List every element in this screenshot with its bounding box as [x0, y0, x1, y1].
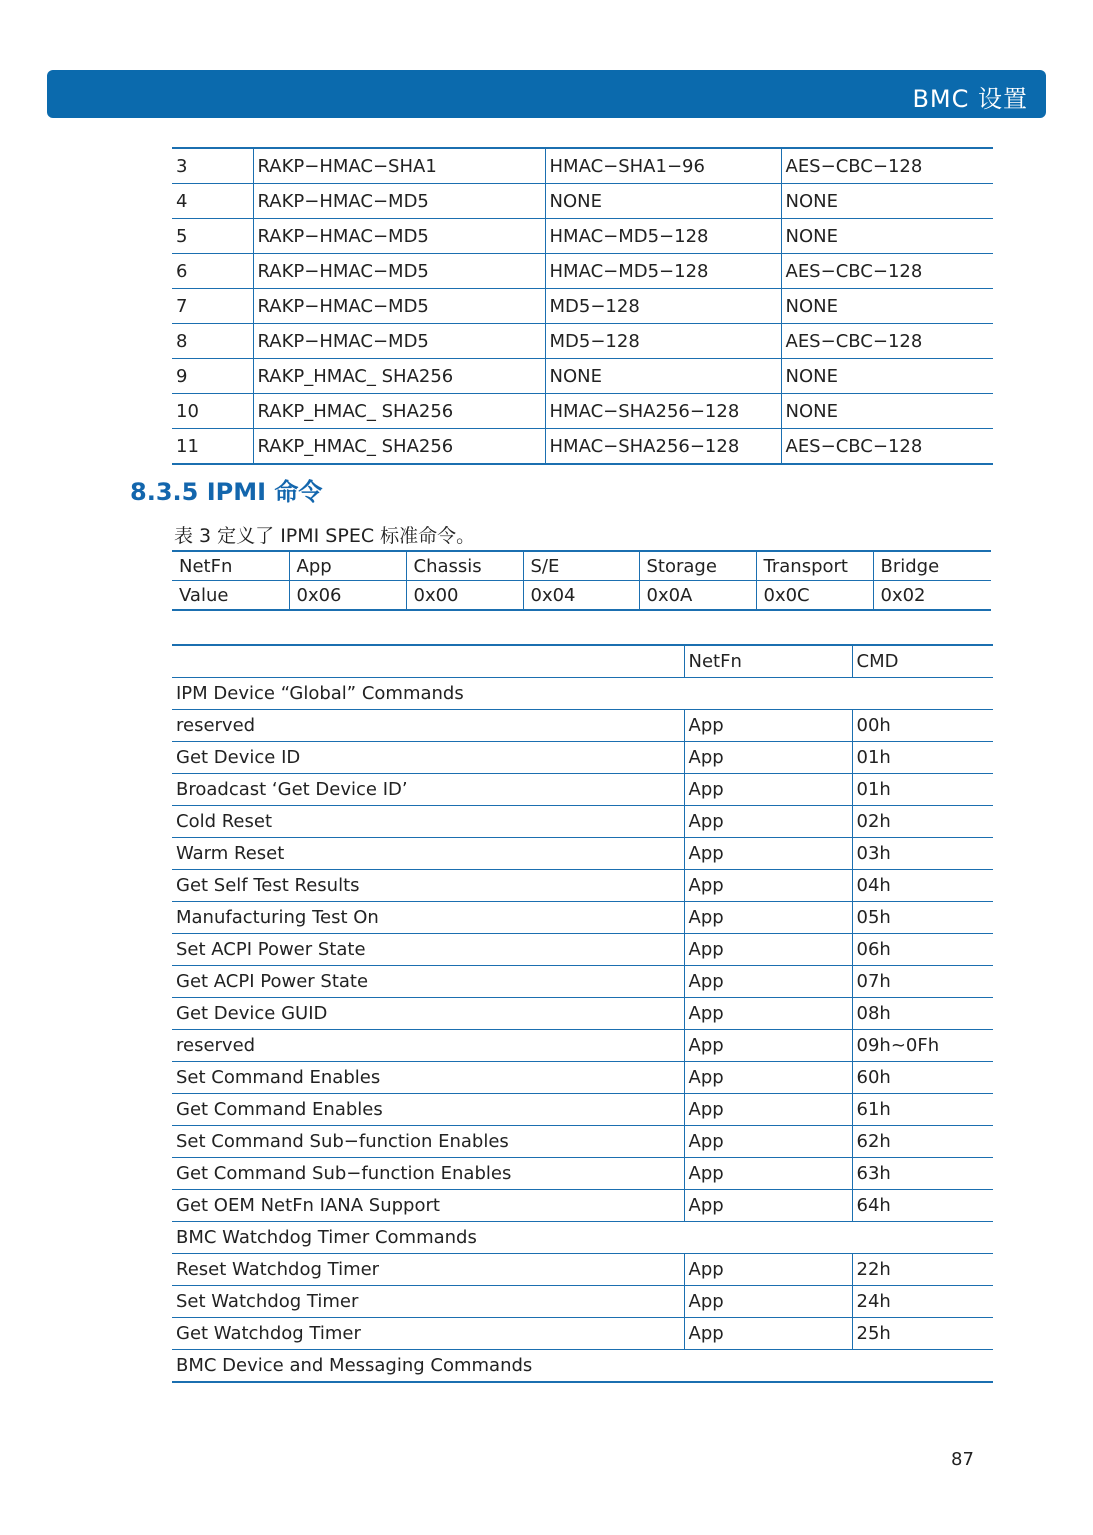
netfn-header-cell: Transport — [756, 551, 873, 581]
command-netfn-cell: App — [684, 1062, 852, 1094]
cipher-cell: 7 — [172, 289, 253, 324]
command-name-cell: reserved — [172, 1030, 684, 1062]
cipher-row — [172, 254, 993, 289]
netfn-header-row — [172, 551, 991, 581]
netfn-value-cell: Value — [172, 581, 289, 611]
cipher-row — [172, 219, 993, 254]
netfn-value-cell: 0x02 — [873, 581, 991, 611]
cipher-cell: RAKP−HMAC−MD5 — [253, 219, 545, 254]
netfn-table — [172, 550, 991, 611]
command-cmd-cell: 01h — [852, 742, 993, 774]
command-netfn-cell: App — [684, 934, 852, 966]
cipher-cell: RAKP−HMAC−MD5 — [253, 254, 545, 289]
page-number: 87 — [951, 1449, 974, 1470]
command-netfn-cell: App — [684, 1286, 852, 1318]
command-row — [172, 966, 993, 998]
command-netfn-cell: App — [684, 838, 852, 870]
command-row — [172, 1126, 993, 1158]
command-netfn-cell: App — [684, 966, 852, 998]
command-netfn-cell: App — [684, 1254, 852, 1286]
cipher-cell: RAKP−HMAC−SHA1 — [253, 148, 545, 184]
command-cmd-cell: 61h — [852, 1094, 993, 1126]
netfn-value-row — [172, 581, 991, 611]
cipher-cell: HMAC−SHA1−96 — [545, 148, 781, 184]
command-group-label: IPM Device “Global” Commands — [172, 678, 993, 710]
command-cmd-cell: 03h — [852, 838, 993, 870]
command-netfn-cell: App — [684, 774, 852, 806]
cipher-cell: AES−CBC−128 — [781, 429, 993, 465]
command-name-cell: Get Device ID — [172, 742, 684, 774]
cipher-cell: 9 — [172, 359, 253, 394]
cipher-cell: RAKP_HMAC_ SHA256 — [253, 394, 545, 429]
cipher-cell: NONE — [781, 394, 993, 429]
command-netfn-cell: App — [684, 1318, 852, 1350]
netfn-header-cell: Bridge — [873, 551, 991, 581]
command-row — [172, 1286, 993, 1318]
command-row — [172, 742, 993, 774]
command-row — [172, 838, 993, 870]
command-name-cell: Set ACPI Power State — [172, 934, 684, 966]
header-bar — [47, 70, 1046, 118]
cipher-cell: RAKP−HMAC−MD5 — [253, 289, 545, 324]
cipher-cell: AES−CBC−128 — [781, 324, 993, 359]
section-heading: 8.3.5 IPMI 命令 — [130, 478, 323, 506]
cipher-cell: RAKP−HMAC−MD5 — [253, 324, 545, 359]
command-row — [172, 1030, 993, 1062]
command-group-row — [172, 678, 993, 710]
cipher-row — [172, 148, 993, 184]
cipher-cell: 8 — [172, 324, 253, 359]
command-row — [172, 1094, 993, 1126]
netfn-value-cell: 0x0A — [639, 581, 756, 611]
command-row — [172, 1318, 993, 1350]
cipher-cell: MD5−128 — [545, 324, 781, 359]
command-cmd-cell: 01h — [852, 774, 993, 806]
command-row — [172, 998, 993, 1030]
command-cmd-cell: 64h — [852, 1190, 993, 1222]
command-row — [172, 1254, 993, 1286]
cipher-row — [172, 289, 993, 324]
command-cmd-cell: 07h — [852, 966, 993, 998]
command-name-cell: reserved — [172, 710, 684, 742]
command-row — [172, 806, 993, 838]
command-name-cell: Set Watchdog Timer — [172, 1286, 684, 1318]
command-cmd-cell: 08h — [852, 998, 993, 1030]
header-title: BMC 设置 — [912, 85, 1028, 113]
cipher-cell: 6 — [172, 254, 253, 289]
command-cmd-cell: 63h — [852, 1158, 993, 1190]
command-cmd-cell: 00h — [852, 710, 993, 742]
command-row — [172, 1190, 993, 1222]
command-name-cell: Get Command Sub−function Enables — [172, 1158, 684, 1190]
command-name-cell: Get Device GUID — [172, 998, 684, 1030]
cipher-cell: RAKP_HMAC_ SHA256 — [253, 359, 545, 394]
cipher-cell: 11 — [172, 429, 253, 465]
cipher-cell: NONE — [545, 359, 781, 394]
command-netfn-cell: App — [684, 806, 852, 838]
command-header-cell: NetFn — [684, 645, 852, 678]
command-netfn-cell: App — [684, 742, 852, 774]
command-name-cell: Reset Watchdog Timer — [172, 1254, 684, 1286]
command-group-row — [172, 1222, 993, 1254]
command-name-cell: Broadcast ‘Get Device ID’ — [172, 774, 684, 806]
cipher-cell: NONE — [781, 359, 993, 394]
cipher-cell: AES−CBC−128 — [781, 148, 993, 184]
netfn-value-cell: 0x0C — [756, 581, 873, 611]
cipher-cell: NONE — [781, 289, 993, 324]
command-cmd-cell: 60h — [852, 1062, 993, 1094]
command-netfn-cell: App — [684, 1094, 852, 1126]
cipher-cell: RAKP_HMAC_ SHA256 — [253, 429, 545, 465]
cipher-row — [172, 324, 993, 359]
cipher-cell: NONE — [781, 184, 993, 219]
cipher-cell: HMAC−MD5−128 — [545, 254, 781, 289]
command-group-label: BMC Device and Messaging Commands — [172, 1350, 993, 1383]
command-cmd-cell: 05h — [852, 902, 993, 934]
cipher-row — [172, 429, 993, 465]
cipher-row — [172, 359, 993, 394]
cipher-cell: 5 — [172, 219, 253, 254]
cipher-cell: NONE — [781, 219, 993, 254]
intro-text: 表 3 定义了 IPMI SPEC 标准命令。 — [174, 525, 476, 547]
cipher-cell: 3 — [172, 148, 253, 184]
command-cmd-cell: 62h — [852, 1126, 993, 1158]
netfn-value-cell: 0x00 — [406, 581, 523, 611]
command-name-cell: Warm Reset — [172, 838, 684, 870]
cipher-row — [172, 184, 993, 219]
command-cmd-cell: 09h~0Fh — [852, 1030, 993, 1062]
command-row — [172, 1158, 993, 1190]
command-name-cell: Set Command Enables — [172, 1062, 684, 1094]
command-group-label: BMC Watchdog Timer Commands — [172, 1222, 993, 1254]
command-header-row — [172, 645, 993, 678]
cipher-cell: HMAC−SHA256−128 — [545, 394, 781, 429]
netfn-header-cell: App — [289, 551, 406, 581]
cipher-cell: 10 — [172, 394, 253, 429]
cipher-cell: HMAC−SHA256−128 — [545, 429, 781, 465]
command-cmd-cell: 25h — [852, 1318, 993, 1350]
command-cmd-cell: 04h — [852, 870, 993, 902]
cipher-cell: 4 — [172, 184, 253, 219]
command-cmd-cell: 02h — [852, 806, 993, 838]
command-netfn-cell: App — [684, 1030, 852, 1062]
command-name-cell: Get OEM NetFn IANA Support — [172, 1190, 684, 1222]
command-name-cell: Get Watchdog Timer — [172, 1318, 684, 1350]
command-name-cell: Get Command Enables — [172, 1094, 684, 1126]
command-netfn-cell: App — [684, 1158, 852, 1190]
netfn-header-cell: S/E — [523, 551, 639, 581]
command-cmd-cell: 06h — [852, 934, 993, 966]
netfn-header-cell: Chassis — [406, 551, 523, 581]
cipher-cell: HMAC−MD5−128 — [545, 219, 781, 254]
cipher-row — [172, 394, 993, 429]
command-group-row — [172, 1350, 993, 1383]
command-row — [172, 902, 993, 934]
cipher-cell: RAKP−HMAC−MD5 — [253, 184, 545, 219]
command-row — [172, 710, 993, 742]
cipher-suite-table — [172, 147, 993, 465]
command-row — [172, 870, 993, 902]
command-cmd-cell: 22h — [852, 1254, 993, 1286]
command-netfn-cell: App — [684, 998, 852, 1030]
netfn-header-cell: NetFn — [172, 551, 289, 581]
command-netfn-cell: App — [684, 870, 852, 902]
command-table — [172, 644, 993, 1383]
netfn-header-cell: Storage — [639, 551, 756, 581]
command-netfn-cell: App — [684, 902, 852, 934]
command-name-cell: Get ACPI Power State — [172, 966, 684, 998]
netfn-value-cell: 0x04 — [523, 581, 639, 611]
cipher-cell: MD5−128 — [545, 289, 781, 324]
command-row — [172, 934, 993, 966]
command-row — [172, 1062, 993, 1094]
command-header-cell: CMD — [852, 645, 993, 678]
command-row — [172, 774, 993, 806]
command-netfn-cell: App — [684, 710, 852, 742]
command-header-cell — [172, 645, 684, 678]
command-name-cell: Set Command Sub−function Enables — [172, 1126, 684, 1158]
netfn-value-cell: 0x06 — [289, 581, 406, 611]
cipher-cell: AES−CBC−128 — [781, 254, 993, 289]
command-name-cell: Manufacturing Test On — [172, 902, 684, 934]
command-netfn-cell: App — [684, 1126, 852, 1158]
cipher-cell: NONE — [545, 184, 781, 219]
command-netfn-cell: App — [684, 1190, 852, 1222]
command-name-cell: Cold Reset — [172, 806, 684, 838]
command-cmd-cell: 24h — [852, 1286, 993, 1318]
command-name-cell: Get Self Test Results — [172, 870, 684, 902]
